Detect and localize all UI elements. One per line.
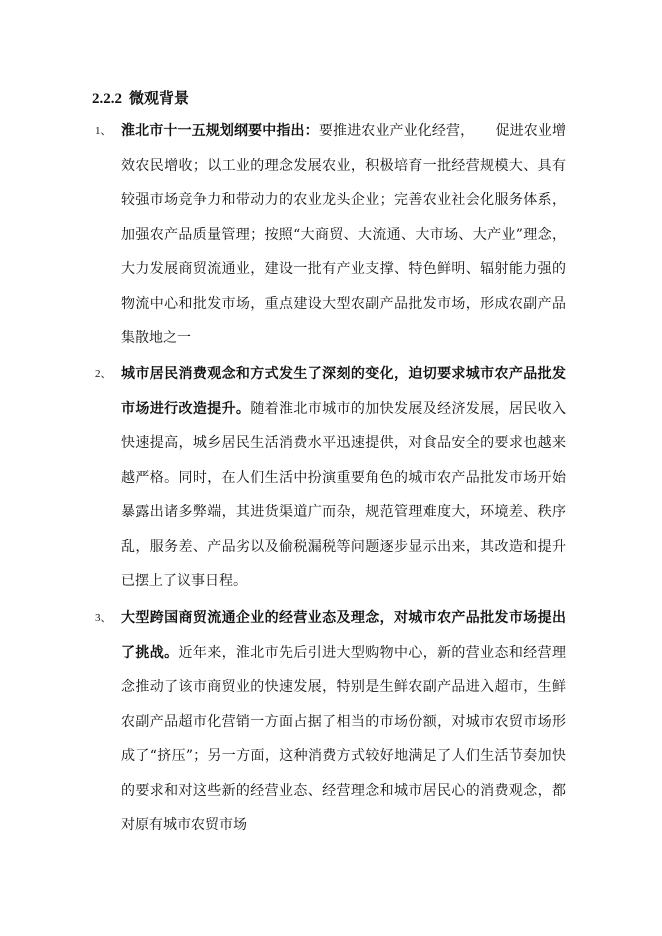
- list-item-lead: 城市居民消费观念和方式发生了深刻的变化，迫切要求城市农产品批发市场进行改造提升。: [121, 366, 566, 417]
- list-item-lead: 淮北市十一五规划纲要中指出：: [121, 123, 319, 139]
- list-item-text: [121, 114, 566, 356]
- section-number: 2.2.2: [92, 91, 122, 107]
- list-item-body: 要推进农业产业化经营， 促进农业增效农民增收；以工业的理念发展农业，积极培育一批经营规模大、具有较强市场竞争力和带动力的农业龙头企业；完善农业社会化服务体系，加强农产品质量管理；按照“大商贸、大流通、大市场、大产业”理念，大力发展商贸流通业，建设一批有产业支撑、特色鲜明、辐射能力强的物流中心和批发市场，重点建设大型农副产品批发市场，形成农副产品集散地之一: [121, 123, 567, 346]
- list-marker: 2、: [95, 368, 112, 380]
- list-item-body: 随着淮北市城市的加快发展及经济发展，居民收入快速提高，城乡居民生活消费水平迅速提供，对食品安全的要求也越来越严格。同时，在人们生活中扮演重要角色的城市农产品批发市场开始暴露出诸多弊端，其进货渠道广而杂，规范管理难度大，环境差、秩序乱，服务差、产品劣以及偷税漏税等问题逐步显示出来，其改造和提升已摆上了议事日程。: [121, 400, 567, 589]
- list-marker: 3、: [95, 612, 112, 624]
- section-heading: [92, 88, 189, 109]
- list-item-text: [121, 357, 566, 599]
- list-marker: 1、: [95, 125, 112, 137]
- list-item-body: 近年来，淮北市先后引进大型购物中心，新的营业态和经营理念推动了该市商贸业的快速发展，特别是生鲜农副产品进入超市，生鲜农副产品超市化营销一方面占据了相当的市场份额，对城市农贸市场形成了“挤压”；另一方面，这种消费方式较好地满足了人们生活节奏加快的要求和对这些新的经营业态、经营理念和城市居民心的消费观念，都对原有城市农贸市场: [121, 644, 567, 833]
- list-item-text: [121, 601, 566, 843]
- section-title: 微观背景: [129, 89, 190, 107]
- list-item-lead: 大型跨国商贸流通企业的经营业态及理念，对城市农产品批发市场提出了挑战。: [121, 610, 566, 661]
